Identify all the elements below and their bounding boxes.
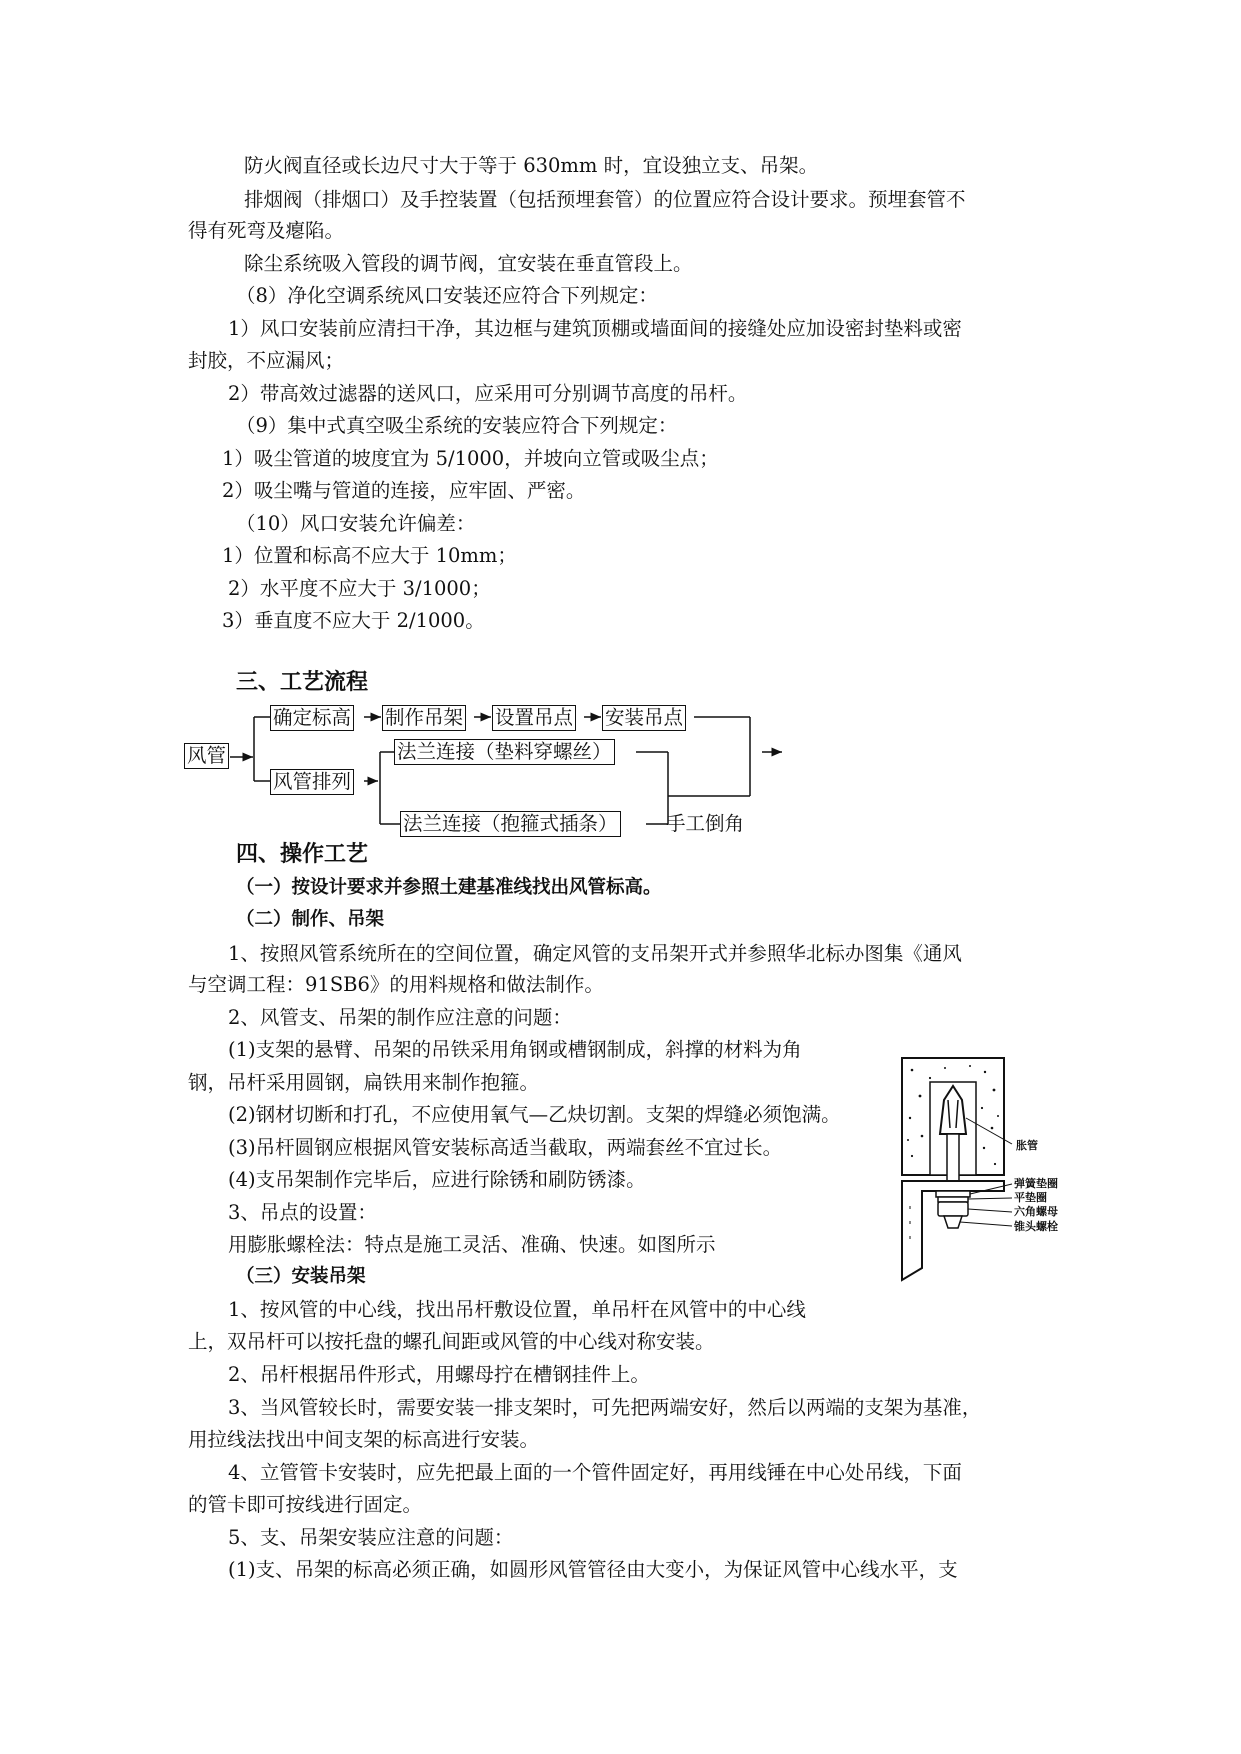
text-line: 1）位置和标高不应大于 10mm； [222,544,517,567]
subsection-title: （三）安装吊架 [236,1266,366,1287]
text-line: 得有死弯及瘪陷。 [188,219,345,242]
section-title: 三、工艺流程 [236,670,369,695]
text-line: 2）带高效过滤器的送风口，应采用可分别调节高度的吊杆。 [228,382,748,405]
flow-node-flange-hoop: 法兰连接（抱箍式插条） [400,811,621,837]
subsection-title: （一）按设计要求并参照土建基准线找出风管标高。 [236,877,662,898]
text-line: （8）净化空调系统风口安装还应符合下列规定： [236,284,658,307]
expansion-bolt-figure [900,1056,1065,1291]
figure-label: 胀管 [1016,1139,1038,1152]
figure-label: 平垫圈 [1014,1191,1047,1204]
text-line: 4、立管管卡安装时，应先把最上面的一个管件固定好，再用线锤在中心处吊线，下面 [228,1461,962,1484]
text-line: 3、吊点的设置： [228,1201,377,1224]
flow-node-start: 风管 [184,743,229,769]
flow-node-hand-chamfer: 手工倒角 [666,812,745,835]
text-line: 1）风口安装前应清扫干净，其边框与建筑顶棚或墙面间的接缝处应加设密封垫料或密 [228,317,962,340]
flow-node-flange-gasket: 法兰连接（垫料穿螺丝） [394,739,615,765]
expansion-bolt-drawing [900,1056,1065,1291]
text-line: 2）水平度不应大于 3/1000； [228,577,491,600]
subsection-title: （二）制作、吊架 [236,909,385,930]
text-line: (4)支吊架制作完毕后，应进行除锈和刷防锈漆。 [228,1168,646,1191]
section-title: 四、操作工艺 [236,842,369,867]
flow-node-arrange: 风管排列 [270,769,354,795]
text-line: (1)支架的悬臂、吊架的吊铁采用角钢或槽钢制成，斜撑的材料为角 [228,1038,802,1061]
flow-node-make-hanger: 制作吊架 [382,705,466,731]
text-line: 1、按照风管系统所在的空间位置，确定风管的支吊架开式并参照华北标办图集《通风 [228,942,962,965]
text-line: (3)吊杆圆钢应根据风管安装标高适当截取，两端套丝不宜过长。 [228,1136,783,1159]
text-line: 的管卡即可按线进行固定。 [188,1493,423,1516]
flow-node-install-point: 安装吊点 [602,705,686,731]
text-line: 3、当风管较长时，需要安装一排支架时，可先把两端安好，然后以两端的支架为基准， [228,1396,982,1419]
text-line: 钢，吊杆采用圆钢，扁铁用来制作抱箍。 [188,1071,540,1094]
text-line: 用膨胀螺栓法：特点是施工灵活、准确、快速。如图所示 [228,1233,716,1256]
text-line: 2）吸尘嘴与管道的连接，应牢固、严密。 [222,479,586,502]
text-line: (1)支、吊架的标高必须正确，如圆形风管管径由大变小，为保证风管中心线水平，支 [228,1558,958,1581]
text-line: 用拉线法找出中间支架的标高进行安装。 [188,1428,540,1451]
text-line: 2、风管支、吊架的制作应注意的问题： [228,1006,572,1029]
text-line: 上，双吊杆可以按托盘的螺孔间距或风管的中心线对称安装。 [188,1330,715,1353]
text-line: (2)钢材切断和打孔，不应使用氧气—乙炔切割。支架的焊缝必须饱满。 [228,1103,841,1126]
figure-label: 六角螺母 [1014,1205,1058,1218]
text-line: 封胶，不应漏风； [188,349,345,372]
figure-label: 弹簧垫圈 [1014,1177,1058,1190]
text-line: （10）风口安装允许偏差： [236,512,476,535]
flow-node-set-point: 设置吊点 [492,705,576,731]
text-line: 3）垂直度不应大于 2/1000。 [222,609,485,632]
text-line: 1）吸尘管道的坡度宜为 5/1000，并坡向立管或吸尘点； [222,447,719,470]
text-line: 排烟阀（排烟口）及手控装置（包括预埋套管）的位置应符合设计要求。预埋套管不 [244,188,966,211]
text-line: 除尘系统吸入管段的调节阀，宜安装在垂直管段上。 [244,252,693,275]
text-line: 与空调工程：91SB6》的用料规格和做法制作。 [188,973,604,996]
text-line: 5、支、吊架安装应注意的问题： [228,1526,514,1549]
text-line: 防火阀直径或长边尺寸大于等于 630mm 时，宜设独立支、吊架。 [244,154,819,177]
flow-node-elevation: 确定标高 [270,705,354,731]
text-line: 2、吊杆根据吊件形式，用螺母拧在槽钢挂件上。 [228,1363,650,1386]
text-line: 1、按风管的中心线，找出吊杆敷设位置，单吊杆在风管中的中心线 [228,1298,806,1321]
figure-label: 锥头螺栓 [1014,1220,1058,1233]
text-line: （9）集中式真空吸尘系统的安装应符合下列规定： [236,414,678,437]
